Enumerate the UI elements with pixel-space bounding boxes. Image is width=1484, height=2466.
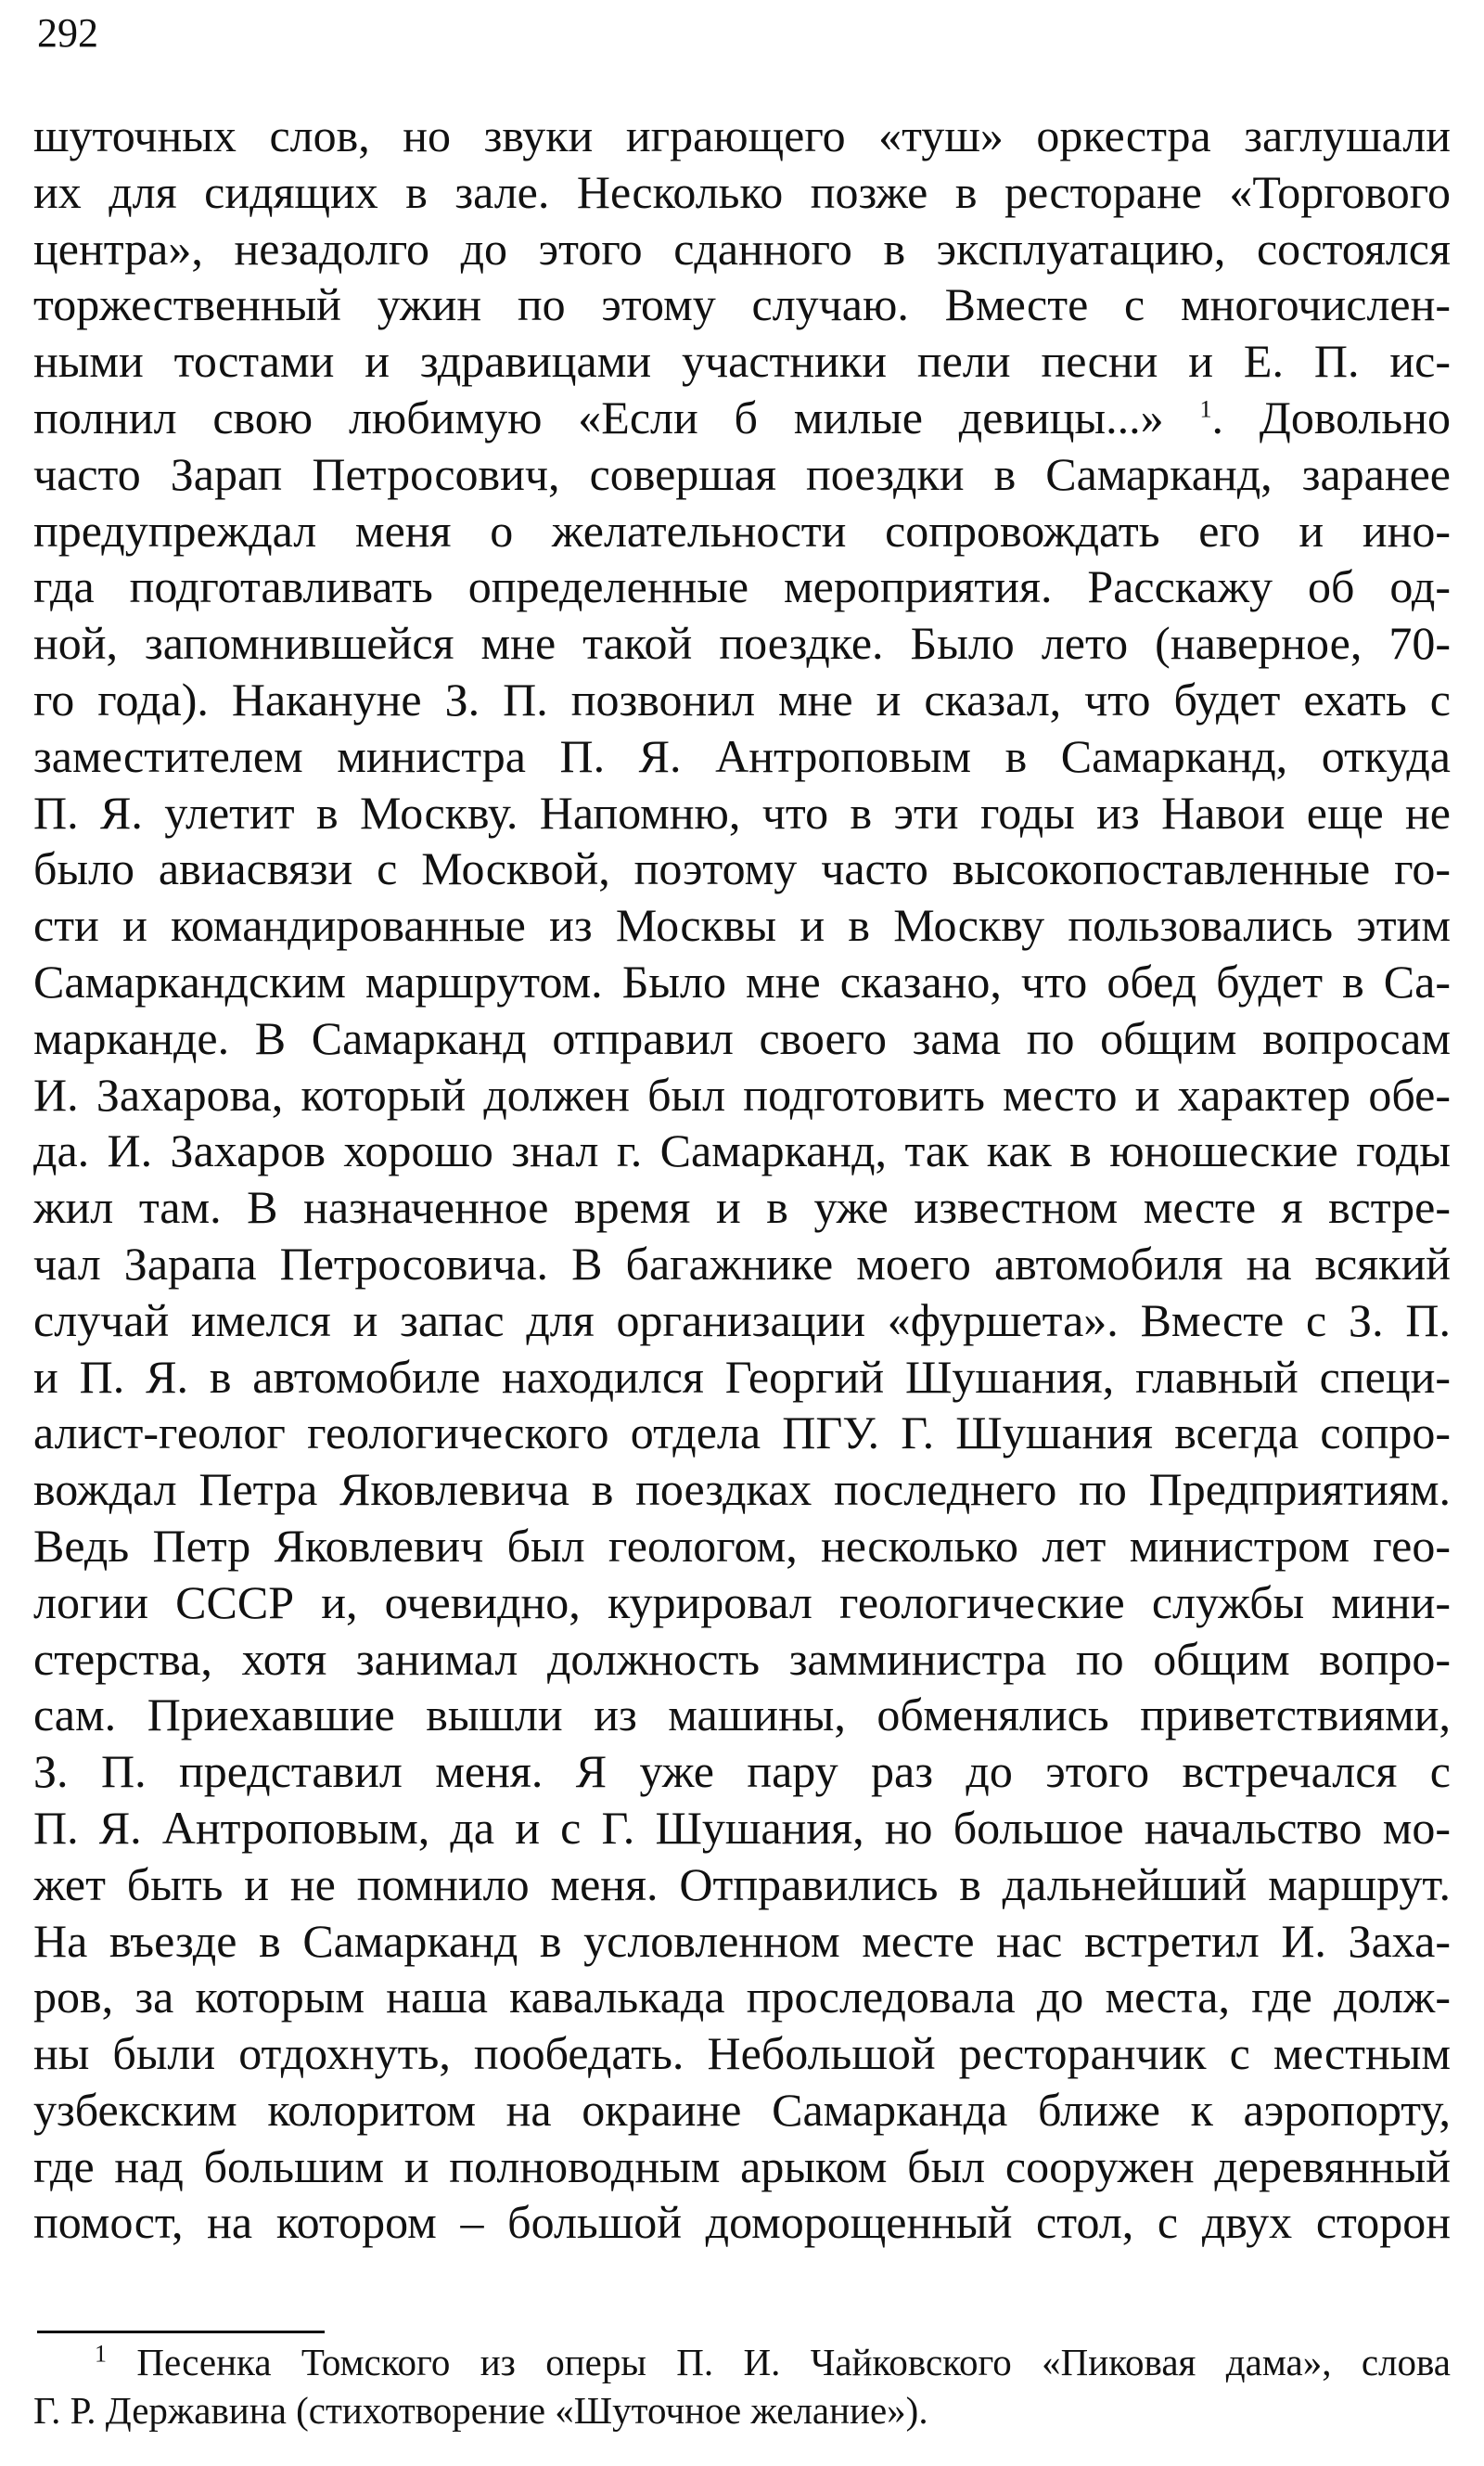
page-number: 292: [37, 10, 98, 56]
text-line: ной, запомнившейся мне такой поездке. Было лето (наверное, 70-: [33, 617, 1451, 670]
text-line: их для сидящих в зале. Несколько позже в ресторане «Торгового: [33, 165, 1451, 218]
text-line: чал Зарапа Петросовича. В багажнике моего автомобиля на всякий: [33, 1237, 1451, 1290]
text-line: П. Я. Антроповым, да и с Г. Шушания, но большое начальство мо-: [33, 1801, 1451, 1854]
text-line: случай имелся и запас для организации «фуршета». Вместе с З. П.: [33, 1293, 1451, 1346]
text-line: логии СССР и, очевидно, курировал геологические службы мини-: [33, 1575, 1451, 1628]
text-line: алист-геолог геологического отдела ПГУ. Г. Шушания всегда сопро-: [33, 1406, 1451, 1459]
footnote-line: [33, 2338, 1451, 2386]
text-line: шуточных слов, но звуки играющего «туш» оркестра заглушали: [33, 109, 1451, 161]
text-line: и П. Я. в автомобиле находился Георгий Шушания, главный специ-: [33, 1350, 1451, 1403]
text-line: П. Я. улетит в Москву. Напомню, что в эти годы из Навои еще не: [33, 786, 1451, 839]
text-line: жет быть и не помнило меня. Отправились в дальнейший маршрут.: [33, 1857, 1451, 1910]
text-line: Ведь Петр Яковлевич был геологом, несколько лет министром гео-: [33, 1519, 1451, 1572]
text-line: сти и командированные из Москвы и в Москву пользовались этим: [33, 899, 1451, 952]
footnote-divider: [37, 2331, 325, 2333]
text-line: заместителем министра П. Я. Антроповым в Самарканд, откуда: [33, 729, 1451, 782]
text-line: жил там. В назначенное время и в уже известном месте я встре-: [33, 1181, 1451, 1234]
footnote-text: Песенка Томского из оперы П. И. Чайковского «Пиковая дама», слова: [107, 2341, 1451, 2383]
text-line: стерства, хотя занимал должность замминистра по общим вопро-: [33, 1632, 1451, 1685]
body-text: [33, 108, 1451, 2251]
text-line: узбекским колоритом на окраине Самарканда ближе к аэропорту,: [33, 2083, 1451, 2136]
text-line: гда подготавливать определенные мероприятия. Расскажу об од-: [33, 560, 1451, 613]
text-line: торжественный ужин по этому случаю. Вместе с многочислен-: [33, 278, 1451, 331]
text-line: ны были отдохнуть, пообедать. Небольшой ресторанчик с местным: [33, 2027, 1451, 2080]
text-line: вождал Петра Яковлевича в поездках последнего по Предприятиям.: [33, 1463, 1451, 1516]
text-line: Самаркандским маршрутом. Было мне сказано, что обед будет в Са-: [33, 955, 1451, 1008]
footnote-marker: 1: [95, 2340, 107, 2368]
footnote-reference: 1: [1199, 395, 1212, 423]
footnote-line: Г. Р. Державина (стихотворение «Шуточное желание»).: [33, 2389, 928, 2432]
text-line: полнил свою любимую «Если б милые девицы...» $^1$. Довольно: [33, 391, 1451, 443]
text-line: сам. Приехавшие вышли из машины, обменялись приветствиями,: [33, 1689, 1451, 1741]
text-line: И. Захарова, который должен был подготовить место и характер обе-: [33, 1068, 1451, 1121]
text-line: марканде. В Самарканд отправил своего зама по общим вопросам: [33, 1011, 1451, 1064]
text-line: было авиасвязи с Москвой, поэтому часто высокопоставленные го-: [33, 842, 1451, 895]
text-line: часто Зарап Петросович, совершая поездки в Самарканд, заранее: [33, 447, 1451, 500]
text-line: центра», незадолго до этого сданного в эксплуатацию, состоялся: [33, 222, 1451, 275]
text-line: З. П. представил меня. Я уже пару раз до этого встречался с: [33, 1745, 1451, 1798]
text-line: предупреждал меня о желательности сопровождать его и ино-: [33, 504, 1451, 557]
text-line: где над большим и полноводным арыком был сооружен деревянный: [33, 2139, 1451, 2192]
text-line: да. И. Захаров хорошо знал г. Самарканд, так как в юношеские годы: [33, 1124, 1451, 1177]
text-line: ров, за которым наша кавалькада проследовала до места, где долж-: [33, 1971, 1451, 2023]
text-line: На въезде в Самарканд в условленном месте нас встретил И. Заха-: [33, 1914, 1451, 1967]
text-line: го года). Накануне З. П. позвонил мне и сказал, что будет ехать с: [33, 673, 1451, 726]
text-line: ными тостами и здравицами участники пели песни и Е. П. ис-: [33, 335, 1451, 388]
text-line: помост, на котором – большой доморощенный стол, с двух сторон: [33, 2196, 1451, 2249]
footnotes: [33, 2338, 1451, 2434]
